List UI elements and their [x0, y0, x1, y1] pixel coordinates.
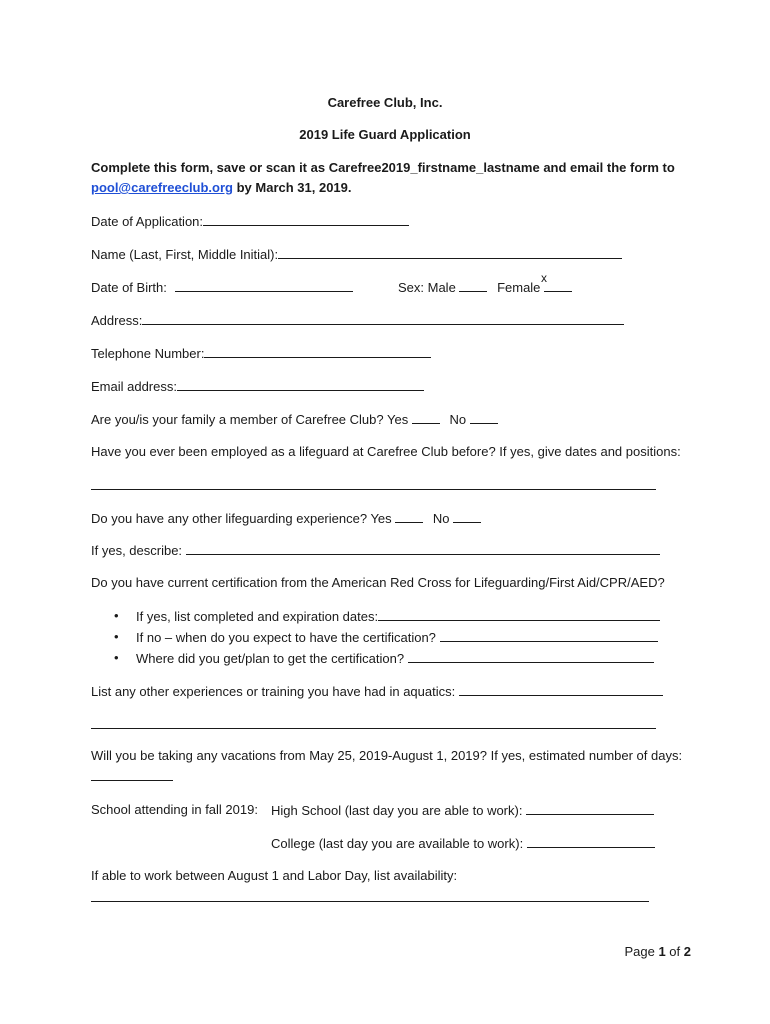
employed-question: Have you ever been employed as a lifeguard at Carefree Club before? If yes, give dates and positions:: [91, 444, 681, 459]
labor-day-question: If able to work between August 1 and Labor Day, list availability:: [91, 868, 458, 883]
other-experience-yes-field[interactable]: [395, 510, 423, 523]
email-row: [91, 378, 424, 395]
page-total: 2: [683, 944, 691, 959]
address-label: Address:: [91, 313, 143, 328]
other-experience-row: [91, 510, 481, 527]
sex-male-label: Sex: Male: [398, 280, 456, 295]
instructions-line-1: Complete this form, save or scan it as Carefree2019_firstname_lastname and email the form to: [91, 160, 675, 175]
page-current: 1: [658, 944, 666, 959]
bullet-expect-row: [136, 629, 658, 646]
high-school-row: [271, 802, 654, 819]
aquatics-label: List any other experiences or training you have had in aquatics:: [91, 684, 456, 699]
aquatics-field-continued[interactable]: [91, 728, 656, 729]
bullet-expect-label: If no – when do you expect to have the certification?: [136, 630, 436, 645]
member-no-field[interactable]: [470, 411, 498, 424]
employed-answer-field[interactable]: [91, 489, 656, 490]
date-of-application-field[interactable]: [203, 213, 409, 226]
dob-field[interactable]: [175, 279, 353, 292]
high-school-label: High School (last day you are able to work):: [271, 803, 523, 818]
page-number: [624, 944, 691, 960]
aquatics-field[interactable]: [459, 683, 663, 696]
female-check-mark: x: [541, 271, 547, 285]
describe-row: [91, 542, 660, 559]
email-link[interactable]: pool@carefreeclub.org: [91, 180, 233, 195]
bullet-dot: •: [114, 608, 119, 623]
school-label: School attending in fall 2019:: [91, 802, 258, 817]
instructions-line-2: [91, 180, 352, 196]
name-field[interactable]: [278, 246, 622, 259]
other-experience-no-field[interactable]: [453, 510, 481, 523]
other-experience-question: Do you have any other lifeguarding experience? Yes: [91, 511, 392, 526]
telephone-label: Telephone Number:: [91, 346, 205, 361]
member-yes-field[interactable]: [412, 411, 440, 424]
vacations-question: Will you be taking any vacations from May 25, 2019-August 1, 2019? If yes, estimated number of days:: [91, 748, 683, 763]
page-prefix: Page: [624, 944, 659, 959]
bullet-completed-label: If yes, list completed and expiration dates:: [136, 609, 379, 624]
bullet-dot: •: [114, 629, 119, 644]
certification-question: Do you have current certification from the American Red Cross for Lifeguarding/First Aid/CPR/AED?: [91, 575, 665, 590]
college-field[interactable]: [527, 835, 655, 848]
deadline-text: by March 31, 2019.: [232, 180, 352, 195]
address-row: [91, 312, 624, 329]
female-label: Female: [497, 280, 541, 295]
where-certification-field[interactable]: [408, 650, 654, 663]
email-field[interactable]: [177, 378, 424, 391]
name-row: [91, 246, 622, 263]
expect-certification-field[interactable]: [440, 629, 658, 642]
address-field[interactable]: [142, 312, 624, 325]
female-field[interactable]: [544, 279, 572, 292]
describe-field[interactable]: [186, 542, 660, 555]
male-field[interactable]: [459, 279, 487, 292]
vacation-days-field[interactable]: [91, 780, 173, 781]
bullet-dot: •: [114, 650, 119, 665]
member-no-label: No: [449, 412, 467, 427]
date-of-application-row: [91, 213, 409, 230]
bullet-where-row: [136, 650, 654, 667]
telephone-field[interactable]: [204, 345, 431, 358]
page-of: of: [665, 944, 684, 959]
bullet-where-label: Where did you get/plan to get the certification?: [136, 651, 405, 666]
org-name: Carefree Club, Inc.: [327, 95, 443, 110]
college-label: College (last day you are available to work):: [271, 836, 524, 851]
bullet-completed-row: [136, 608, 660, 625]
name-label: Name (Last, First, Middle Initial):: [91, 247, 279, 262]
form-title: 2019 Life Guard Application: [299, 127, 471, 142]
member-row: [91, 411, 498, 428]
dob-row: [91, 279, 353, 296]
email-label: Email address:: [91, 379, 177, 394]
date-of-application-label: Date of Application:: [91, 214, 204, 229]
high-school-field[interactable]: [526, 802, 654, 815]
member-question: Are you/is your family a member of Carefree Club? Yes: [91, 412, 409, 427]
dob-label: Date of Birth:: [91, 280, 167, 295]
telephone-row: [91, 345, 431, 362]
completed-dates-field[interactable]: [378, 608, 660, 621]
aquatics-row: [91, 683, 663, 700]
other-experience-no-label: No: [432, 511, 450, 526]
labor-day-field[interactable]: [91, 901, 649, 902]
college-row: [271, 835, 655, 852]
describe-label: If yes, describe:: [91, 543, 183, 558]
